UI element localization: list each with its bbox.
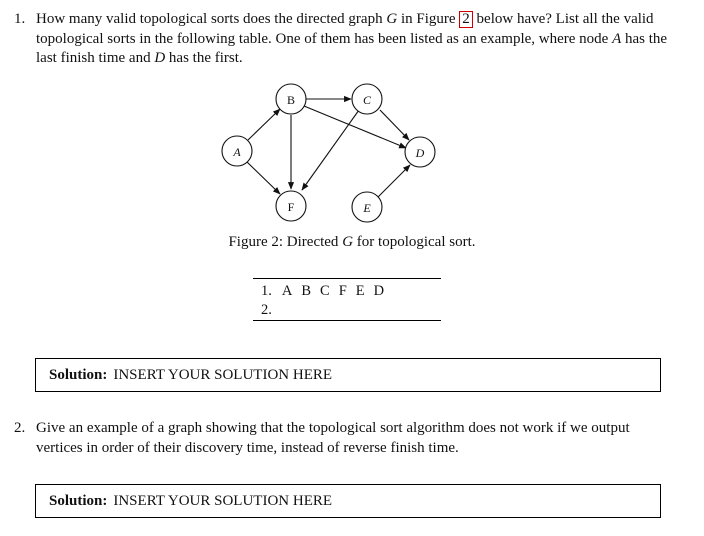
node-label-f: F — [287, 200, 295, 214]
question-2-number: 2. — [14, 420, 26, 436]
table-row: 1. A B C F E D — [261, 283, 385, 299]
edge-c-f — [302, 110, 359, 190]
node-label-e: E — [363, 201, 371, 215]
table-row: 2. — [261, 302, 272, 318]
edge-c-d — [380, 110, 409, 140]
edge-e-d — [378, 165, 410, 197]
question-1-number: 1. — [14, 11, 26, 27]
solution-box-2[interactable]: Solution: INSERT YOUR SOLUTION HERE — [35, 484, 661, 518]
node-label-a: A — [233, 145, 241, 159]
solution-box-1[interactable]: Solution: INSERT YOUR SOLUTION HERE — [35, 358, 661, 392]
edge-a-f — [247, 162, 280, 194]
figure-link[interactable]: 2 — [459, 11, 473, 28]
sort-table — [253, 278, 441, 321]
node-d-ref: D — [154, 50, 166, 66]
node-a-ref: A — [612, 30, 622, 47]
node-label-d: D — [415, 146, 425, 160]
graph-figure — [0, 0, 704, 240]
question-2 — [14, 419, 674, 458]
question-1-text: How many valid topological sorts does the directed graph G in Figure 2 below have? List all the valid topological sorts in the following table. One of them has been listed as an example, where node A has the last finish time and D has the first. — [36, 11, 668, 66]
edge-b-d — [304, 106, 406, 148]
node-label-b: B — [286, 93, 296, 107]
node-label-c: C — [362, 93, 372, 107]
figure-caption: Figure 2: Directed G for topological sort. — [228, 234, 476, 250]
question-2-text: Give an example of a graph showing that the topological sort algorithm does not work if we output vertices in order of their discovery time, instead of reverse finish time. — [36, 420, 630, 456]
edge-a-b — [248, 109, 280, 140]
graph-variable: G — [386, 11, 398, 27]
